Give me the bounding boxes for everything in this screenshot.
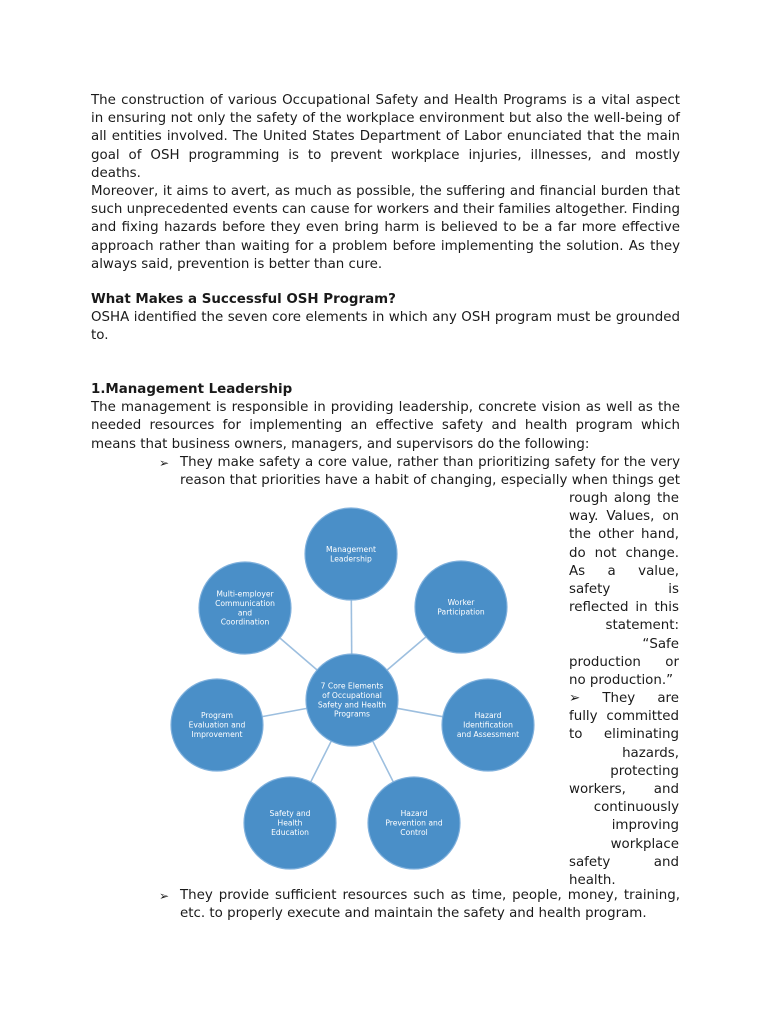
bullet-2-first-line: ➢ They are (569, 691, 679, 707)
element1-line: means that business owners, managers, and supervisors do the following: (91, 436, 590, 452)
intro-line: goal of OSH programming is to prevent workplace injuries, illnesses, and mostly deaths. (91, 147, 680, 181)
bullet-3 (180, 887, 680, 923)
intro-line: always said, prevention is better than cure. (91, 256, 383, 272)
intro-line: all entities involved. The United States Department of Labor enunciated that the main (91, 129, 680, 145)
node-program-evaluation-label: Program (200, 711, 234, 721)
node-hazard-identification-label: Identification (463, 720, 513, 730)
wrap-line: hazards, (622, 745, 679, 761)
connector-line (280, 638, 317, 670)
center-node-label: of Occupational (322, 690, 382, 700)
node-hazard-identification (442, 679, 534, 771)
center-node-label: 7 Core Elements (320, 681, 384, 691)
wrap-line: workers, and (569, 782, 679, 797)
center-node (306, 654, 398, 746)
wrap-line: way. Values, on (569, 509, 679, 525)
connector-line (262, 708, 307, 716)
wrap-line: improving (611, 818, 679, 834)
node-multi-employer-label: Multi-employer (216, 589, 274, 599)
wrap-line: do not change. (569, 545, 679, 561)
intro-line: in ensuring not only the safety of the workplace environment but also the well-being of (91, 111, 680, 127)
node-program-evaluation-label: Improvement (191, 730, 243, 739)
node-management-leadership-label: Leadership (330, 554, 372, 564)
wrap-line: rough along the (569, 491, 679, 506)
wrap-line: fully committed (569, 709, 679, 725)
node-safety-health-education-label: Health (277, 818, 303, 828)
wrap-line: safety and (569, 854, 679, 870)
element1-heading: 1.Management Leadership (91, 382, 293, 397)
connector-line (397, 708, 443, 716)
node-safety-health-education-label: Safety and (269, 809, 311, 819)
section-intro-line: to. (91, 328, 109, 344)
node-program-evaluation (171, 679, 263, 771)
wrap-line: workplace (610, 836, 679, 852)
node-worker-participation-label: Participation (437, 607, 485, 617)
node-worker-participation-label: Worker (447, 597, 475, 607)
intro-line: approach rather than waiting for a problem before implementing the solution. As they (91, 238, 680, 254)
wrap-line: health. (569, 872, 616, 888)
bullet-1-line: reason that priorities have a habit of changing, especially when things get (180, 473, 680, 489)
wrap-line: “Safe (642, 636, 679, 652)
element1-line: needed resources for implementing an effective safety and health program which (91, 418, 680, 434)
intro-line: such unprecedented events can cause for workers and their families altogether. Finding (91, 202, 680, 218)
node-multi-employer-label: Coordination (220, 617, 270, 627)
wrap-line: As a value, (569, 563, 679, 579)
bullet-3-line: They provide sufficient resources such as time, people, money, training, (180, 888, 680, 903)
center-node-label: Programs (334, 709, 370, 719)
node-worker-participation (415, 561, 507, 653)
element1-section (91, 381, 680, 454)
wrap-line: production or (569, 654, 679, 670)
section-heading: What Makes a Successful OSH Program? (91, 292, 396, 307)
bullet-3-line: etc. to properly execute and maintain the safety and health program. (180, 906, 647, 922)
intro-line: and fixing hazards before they even bring harm is believed to be a far more effective (91, 220, 680, 236)
wrap-line: no production.” (569, 672, 674, 688)
node-hazard-identification-label: and Assessment (456, 730, 520, 739)
bullet-arrow-icon: ➢ (159, 889, 170, 903)
connector-line (373, 741, 394, 782)
node-management-leadership (305, 508, 397, 600)
center-node-label: Safety and Health (317, 700, 387, 710)
wrap-line: safety is (569, 581, 679, 597)
node-multi-employer-label: Communication (215, 598, 275, 608)
wrap-line: statement: (605, 618, 679, 634)
wrap-line: continuously (593, 800, 679, 816)
node-safety-health-education-label: Education (271, 828, 309, 837)
wrap-line: the other hand, (569, 527, 679, 543)
intro-line: The construction of various Occupational Safety and Health Programs is a vital aspect (91, 93, 680, 108)
connector-line (311, 741, 332, 782)
section (91, 291, 680, 346)
wrap-line: reflected in this (569, 600, 679, 616)
bullet-arrow-icon: ➢ (159, 456, 170, 470)
node-hazard-prevention-label: Hazard (400, 809, 428, 819)
section-intro-line: OSHA identified the seven core elements in which any OSH program must be grounded (91, 310, 680, 326)
node-hazard-prevention (368, 777, 460, 869)
node-hazard-prevention-label: Prevention and (385, 818, 443, 828)
node-safety-health-education (244, 777, 336, 869)
bullet-1 (180, 454, 680, 490)
wrap-text-column (569, 490, 679, 890)
node-program-evaluation-label: Evaluation and (188, 720, 246, 730)
node-management-leadership-label: Management (325, 544, 377, 554)
intro-paragraph (91, 92, 680, 274)
core-elements-diagram (160, 498, 550, 878)
connector-line (387, 637, 426, 670)
node-multi-employer-label: and (237, 608, 253, 618)
intro-line: Moreover, it aims to avert, as much as possible, the suffering and financial burden that (91, 184, 680, 200)
node-multi-employer (199, 562, 291, 654)
node-hazard-identification-label: Hazard (474, 711, 502, 721)
node-hazard-prevention-label: Control (400, 828, 428, 837)
bullet-1-line: They make safety a core value, rather than prioritizing safety for the very (180, 455, 680, 470)
element1-line: The management is responsible in providing leadership, concrete vision as well as the (91, 400, 680, 416)
wrap-line: to eliminating (569, 727, 679, 743)
wrap-line: protecting (610, 763, 679, 779)
